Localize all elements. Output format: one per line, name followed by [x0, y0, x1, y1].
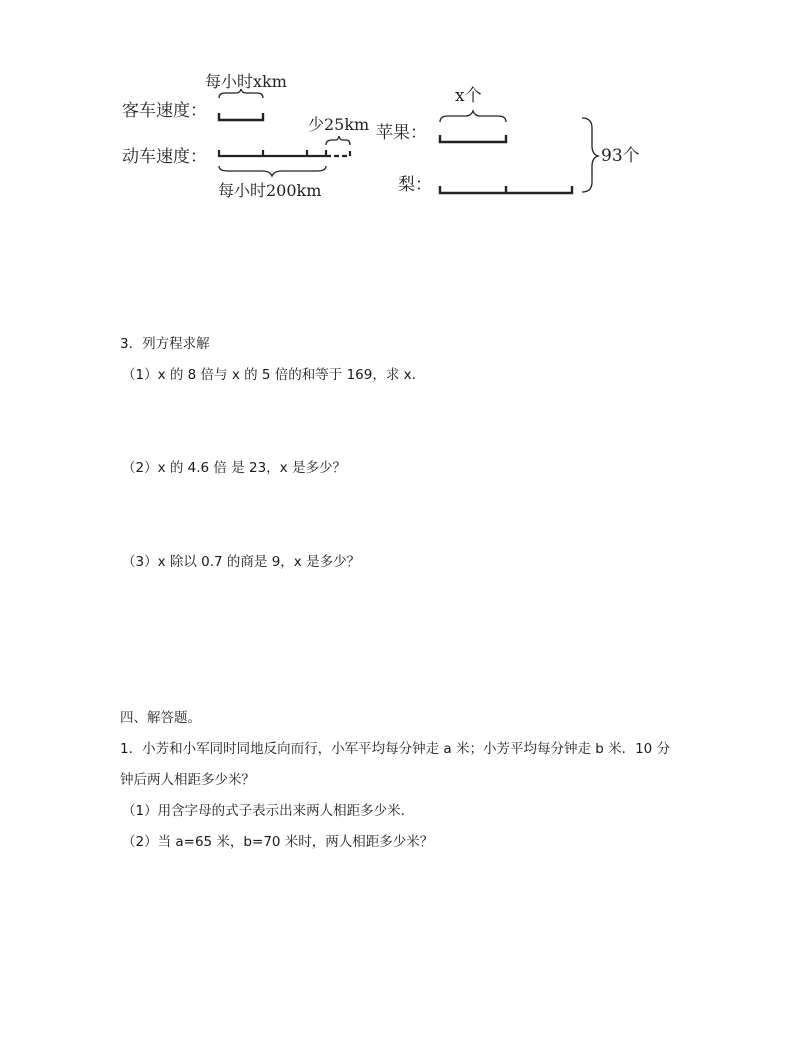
apple-brace — [440, 111, 506, 122]
section4-problem-1-line-1: 1．小芳和小军同时同地反向而行，小军平均每分钟走 a 米；小芳平均每分钟走 b 米．10 分 — [120, 741, 671, 757]
total-brace — [582, 118, 598, 192]
apple-label: 苹果： — [376, 123, 427, 143]
section4-problem-1-question-2: （2）当 a=65 米，b=70 米时，两人相距多少米？ — [122, 834, 434, 850]
train-bottom-brace — [219, 166, 326, 176]
train-speed-note: 每小时200km — [218, 181, 322, 200]
apple-note: x个 — [455, 86, 482, 106]
apple-segment — [440, 135, 506, 142]
section3-question-2: （2）x 的 4.6 倍 是 23，x 是多少？ — [122, 460, 346, 476]
right-diagram — [376, 86, 640, 195]
less-brace — [326, 136, 350, 145]
bus-speed-label: 客车速度： — [122, 101, 207, 121]
section4-title: 四、解答题。 — [120, 710, 201, 726]
section4-problem-1-question-1: （1）用含字母的式子表示出来两人相距多少米． — [122, 803, 415, 819]
pear-segment — [440, 186, 572, 193]
section3-title: 3．列方程求解 — [120, 336, 210, 352]
line-segment-diagram — [0, 0, 794, 230]
left-diagram — [122, 72, 369, 200]
total-note: 93个 — [601, 146, 640, 166]
pear-label: 梨： — [398, 175, 432, 195]
train-segment — [219, 150, 326, 156]
section3-question-1: （1）x 的 8 倍与 x 的 5 倍的和等于 169，求 x． — [122, 367, 426, 383]
train-dashed-segment — [326, 151, 350, 156]
section4-problem-1-line-2: 钟后两人相距多少米？ — [120, 772, 255, 788]
train-speed-label: 动车速度： — [122, 147, 207, 167]
bus-speed-note: 每小时xkm — [205, 72, 287, 91]
bus-segment — [219, 113, 263, 120]
train-less-note: 少25km — [308, 115, 370, 134]
section3-question-3: （3）x 除以 0.7 的商是 9，x 是多少？ — [122, 554, 361, 570]
